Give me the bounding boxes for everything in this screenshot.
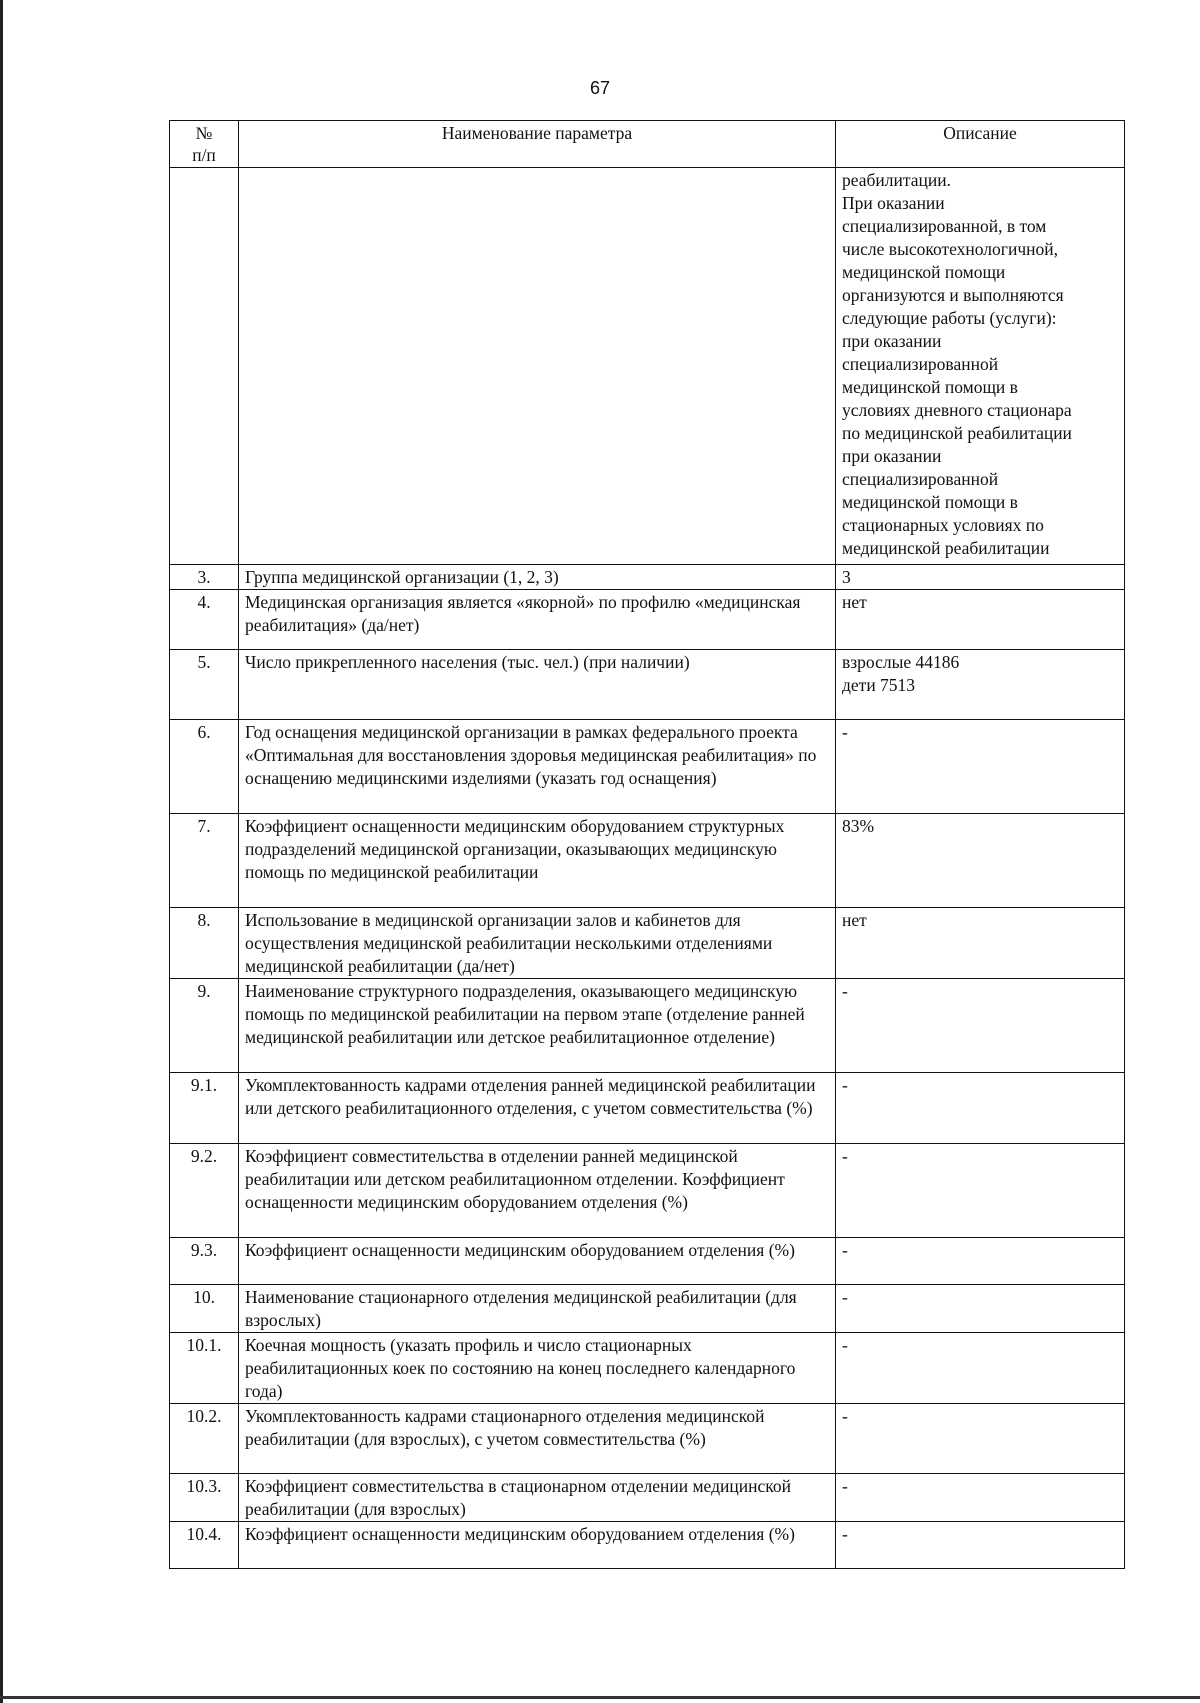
cell-number: 9. <box>170 979 239 1073</box>
cell-parameter-name <box>239 168 836 565</box>
table-row <box>170 1238 1125 1285</box>
table-row <box>170 1404 1125 1474</box>
cell-number: 9.3. <box>170 1238 239 1285</box>
table-row <box>170 1474 1125 1522</box>
table-row <box>170 1285 1125 1333</box>
table-row <box>170 1073 1125 1144</box>
header-description: Описание <box>836 121 1125 168</box>
cell-parameter-name: Коэффициент совместительства в отделении ранней медицинской реабилитации или детском реабилитационном отделении. Коэффициент оснащенности медицинским оборудованием отделения (%) <box>239 1144 836 1238</box>
table-row <box>170 590 1125 650</box>
cell-parameter-name: Наименование структурного подразделения, оказывающего медицинскую помощь по медицинской реабилитации на первом этапе (отделение ранней медицинской реабилитации или детское реабилитационное отделение) <box>239 979 836 1073</box>
cell-number <box>170 168 239 565</box>
cell-number: 9.1. <box>170 1073 239 1144</box>
cell-number: 10. <box>170 1285 239 1333</box>
cell-description: - <box>836 1285 1125 1333</box>
header-parameter-name: Наименование параметра <box>239 121 836 168</box>
table-header-row <box>170 121 1125 168</box>
cell-parameter-name: Укомплектованность кадрами стационарного отделения медицинской реабилитации (для взрослых), с учетом совместительства (%) <box>239 1404 836 1474</box>
cell-description: - <box>836 1238 1125 1285</box>
cell-description: - <box>836 1073 1125 1144</box>
cell-description: - <box>836 1522 1125 1569</box>
cell-description: нет <box>836 908 1125 979</box>
table-row <box>170 1144 1125 1238</box>
cell-description: 3 <box>836 565 1125 590</box>
cell-parameter-name: Коэффициент оснащенности медицинским оборудованием отделения (%) <box>239 1238 836 1285</box>
table-row <box>170 1522 1125 1569</box>
cell-number: 10.1. <box>170 1333 239 1404</box>
cell-number: 3. <box>170 565 239 590</box>
cell-description: - <box>836 1474 1125 1522</box>
cell-number: 6. <box>170 720 239 814</box>
cell-description: реабилитации. При оказании специализированной, в том числе высокотехнологичной, медицинской помощи организуются и выполняются следующие работы (услуги): при оказании специализированной медицинской помощи в условиях дневного стационара по медицинской реабилитации при оказании специализированной медицинской помощи в стационарных условиях по медицинской реабилитации <box>836 168 1125 565</box>
table-row <box>170 1333 1125 1404</box>
cell-number: 10.2. <box>170 1404 239 1474</box>
cell-description: нет <box>836 590 1125 650</box>
cell-number: 5. <box>170 650 239 720</box>
page-number: 67 <box>589 78 611 98</box>
cell-number: 10.4. <box>170 1522 239 1569</box>
table-row <box>170 720 1125 814</box>
cell-description: - <box>836 1144 1125 1238</box>
cell-number: 7. <box>170 814 239 908</box>
table-row <box>170 979 1125 1073</box>
cell-parameter-name: Группа медицинской организации (1, 2, 3) <box>239 565 836 590</box>
cell-description: - <box>836 1404 1125 1474</box>
cell-description: 83% <box>836 814 1125 908</box>
cell-parameter-name: Медицинская организация является «якорной» по профилю «медицинская реабилитация» (да/нет) <box>239 590 836 650</box>
cell-description: - <box>836 1333 1125 1404</box>
header-number: № п/п <box>170 121 239 168</box>
table-row <box>170 650 1125 720</box>
table-row <box>170 908 1125 979</box>
cell-number: 9.2. <box>170 1144 239 1238</box>
table-row-continuation <box>170 168 1125 565</box>
cell-parameter-name: Коэффициент совместительства в стационарном отделении медицинской реабилитации (для взрослых) <box>239 1474 836 1522</box>
cell-parameter-name: Укомплектованность кадрами отделения ранней медицинской реабилитации или детского реабилитационного отделения, с учетом совместительства (%) <box>239 1073 836 1144</box>
cell-number: 8. <box>170 908 239 979</box>
cell-parameter-name: Коэффициент оснащенности медицинским оборудованием отделения (%) <box>239 1522 836 1569</box>
scan-edge-bottom <box>0 1696 1200 1699</box>
cell-parameter-name: Число прикрепленного населения (тыс. чел.) (при наличии) <box>239 650 836 720</box>
cell-parameter-name: Использование в медицинской организации залов и кабинетов для осуществления медицинской реабилитации несколькими отделениями медицинской реабилитации (да/нет) <box>239 908 836 979</box>
cell-number: 4. <box>170 590 239 650</box>
cell-parameter-name: Коэффициент оснащенности медицинским оборудованием структурных подразделений медицинской организации, оказывающих медицинскую помощь по медицинской реабилитации <box>239 814 836 908</box>
cell-parameter-name: Коечная мощность (указать профиль и число стационарных реабилитационных коек по состоянию на конец последнего календарного года) <box>239 1333 836 1404</box>
cell-description: взрослые 44186 дети 7513 <box>836 650 1125 720</box>
cell-number: 10.3. <box>170 1474 239 1522</box>
cell-parameter-name: Год оснащения медицинской организации в рамках федерального проекта «Оптимальная для восстановления здоровья медицинская реабилитация» по оснащению медицинскими изделиями (указать год оснащения) <box>239 720 836 814</box>
cell-description: - <box>836 720 1125 814</box>
cell-parameter-name: Наименование стационарного отделения медицинской реабилитации (для взрослых) <box>239 1285 836 1333</box>
table-row <box>170 565 1125 590</box>
scan-edge-left <box>0 0 3 1703</box>
parameters-table <box>169 120 1125 1569</box>
cell-description: - <box>836 979 1125 1073</box>
table-row <box>170 814 1125 908</box>
